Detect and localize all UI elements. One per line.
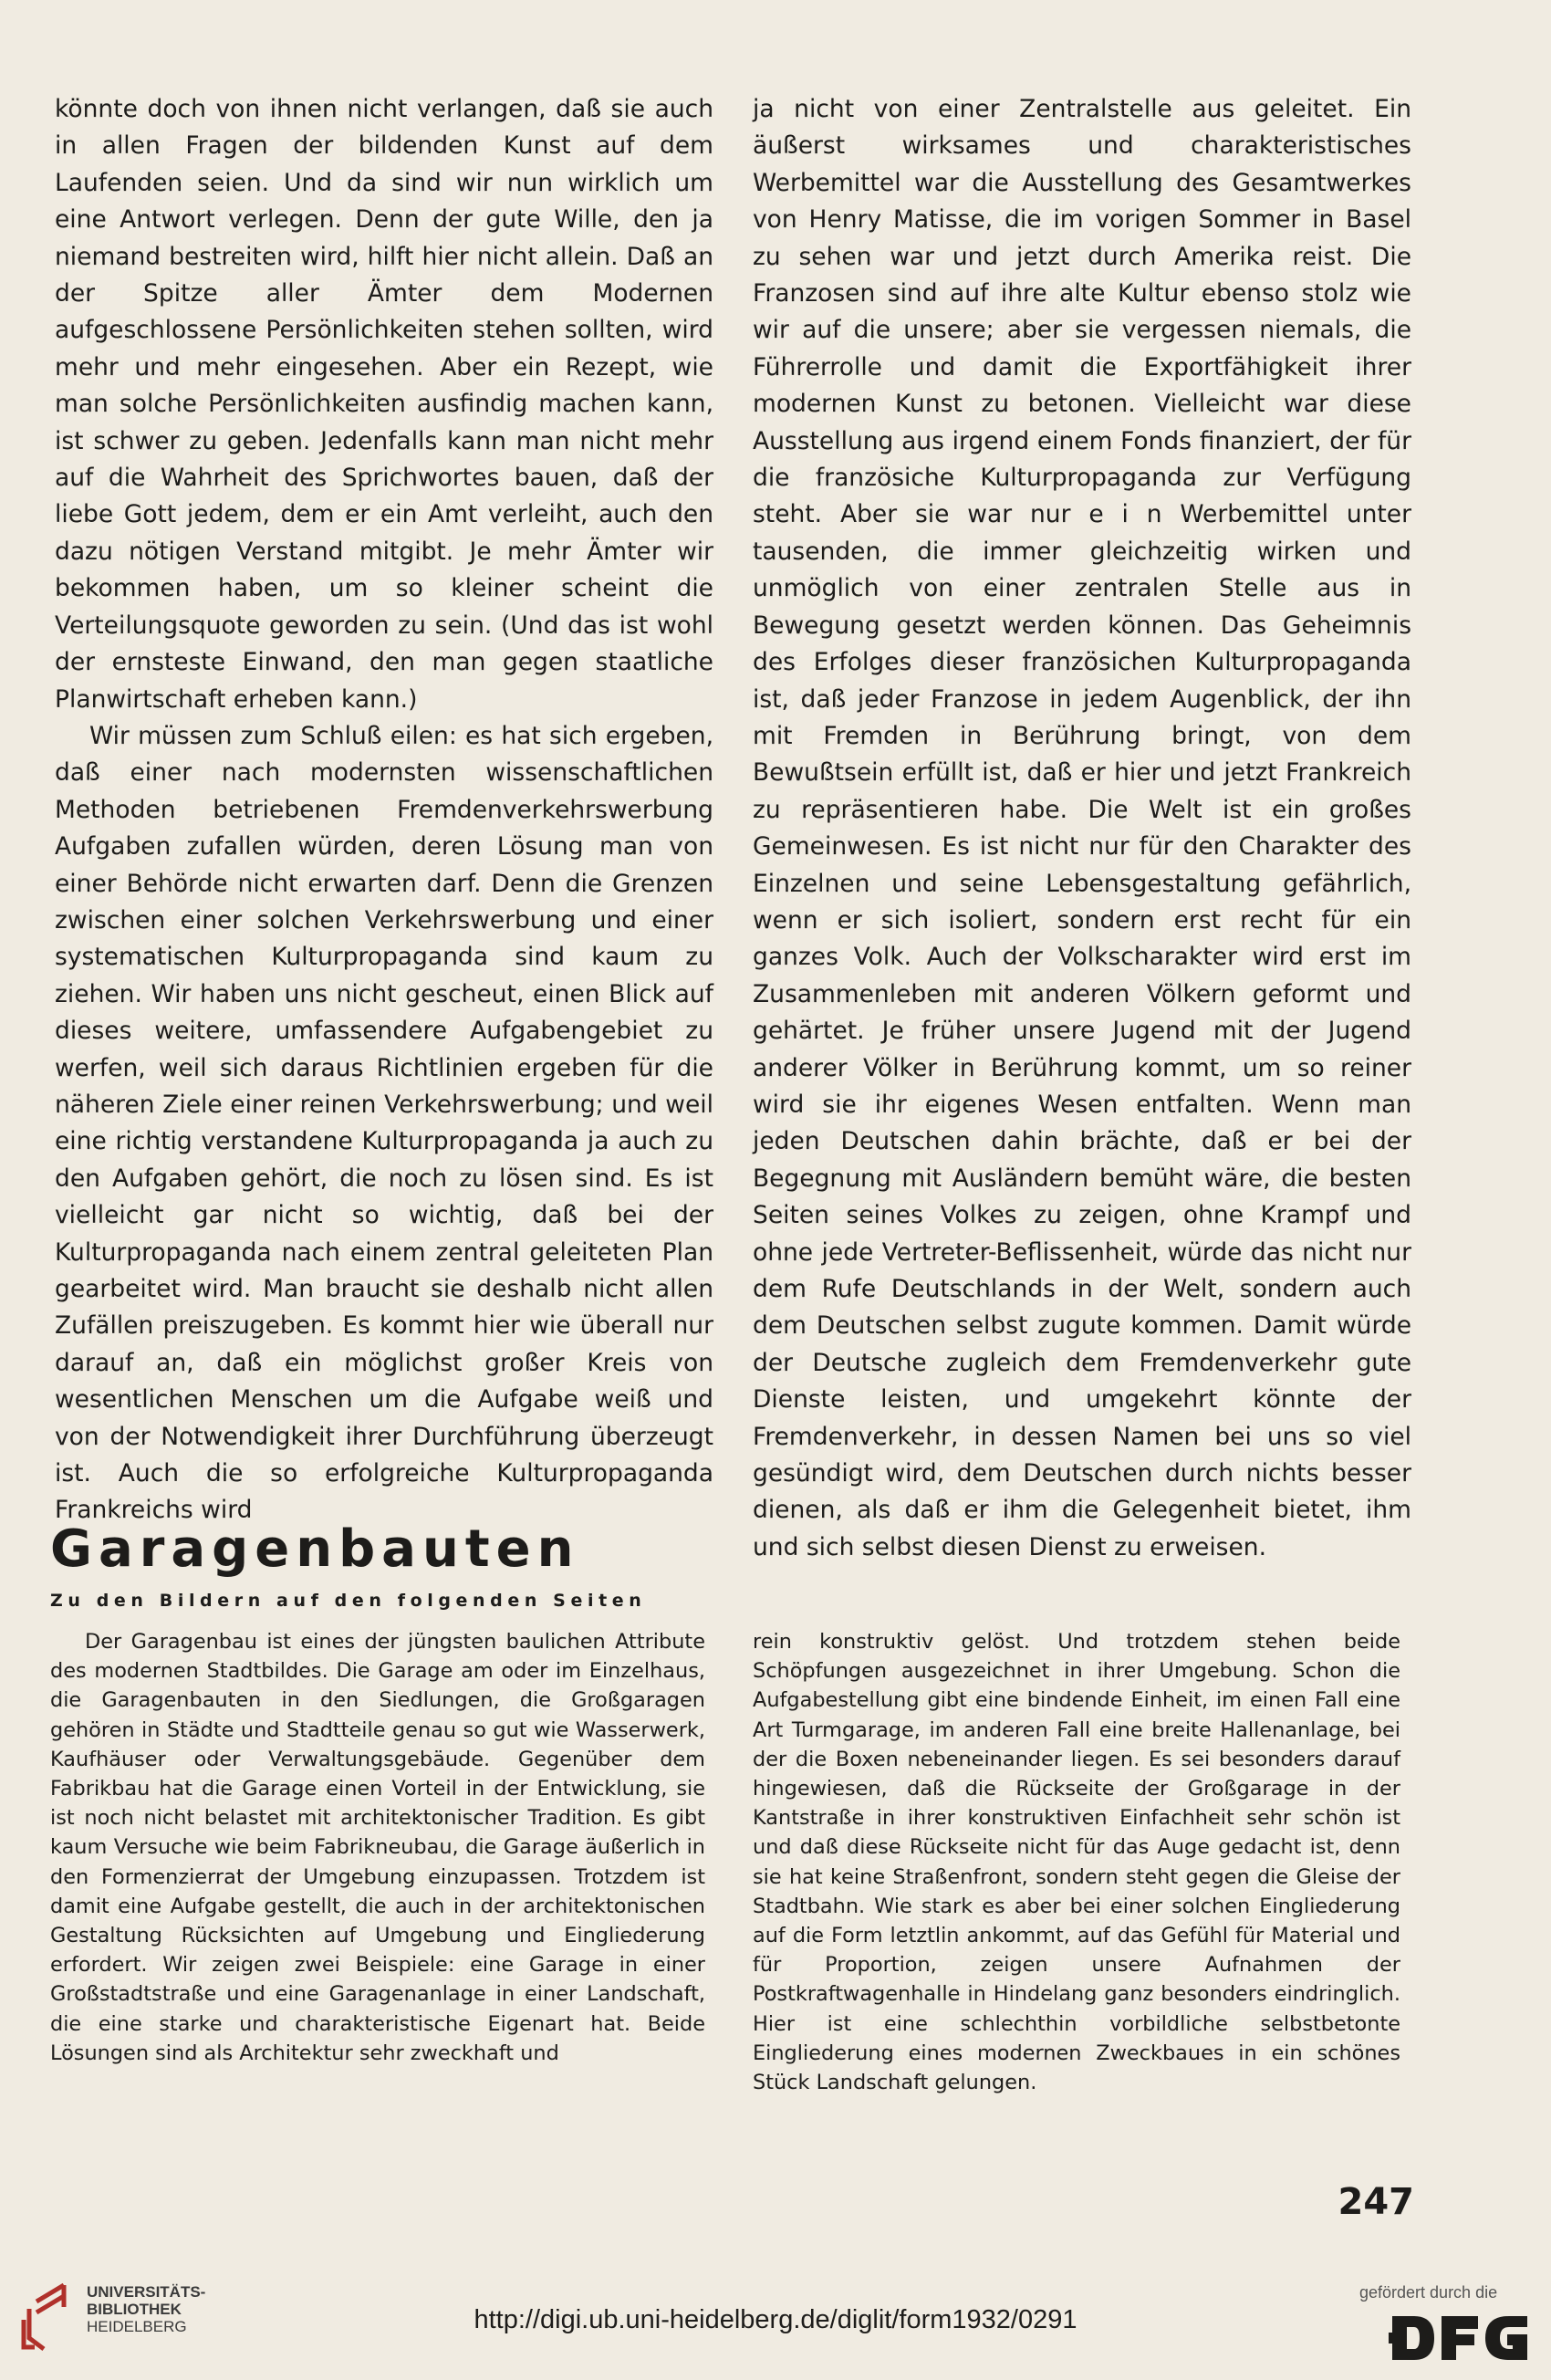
section-subheading: Zu den Bildern auf den folgenden Seiten [50,1591,647,1611]
section-heading: Garagenbauten [50,1519,580,1579]
text-column-upper-left [55,91,713,1529]
digitization-footer [0,2245,1551,2380]
source-url-link[interactable]: http://digi.ub.uni-heidelberg.de/diglit/form1932/0291 [474,2305,1077,2334]
library-name-line: BIBLIOTHEK [87,2301,182,2318]
paragraph: Wir müssen zum Schluß eilen: es hat sich ergeben, daß einer nach modernsten wissenschaftlichen Methoden betriebenen Fremdenverkehrswerbung Aufgaben zufallen würden, deren Lösung man von einer Behörde nicht erwarten darf. Denn die Grenzen zwischen einer solchen Verkehrswerbung und einer systematischen Kulturpropaganda sind kaum zu ziehen. Wir haben uns nicht gescheut, einen Blick auf dieses weitere, umfassendere Aufgabengebiet zu werfen, weil sich daraus Richtlinien ergeben für die näheren Ziele einer reinen Verkehrswerbung; und weil eine richtig verstandene Kulturpropaganda ja auch zu den Aufgaben gehört, die noch zu lösen sind. Es ist vielleicht gar nicht so wichtig, daß bei der Kulturpropaganda nach einem zentral geleiteten Plan gearbeitet wird. Man braucht sie deshalb nicht allen Zufällen preiszugeben. Es kommt hier wie überall nur darauf an, daß ein möglichst großer Kreis von wesentlichen Menschen um die Aufgabe weiß und von der Notwendigkeit ihrer Durchführung überzeugt ist. Auch die so erfolgreiche Kulturpropaganda Frankreichs wird [55,721,713,1525]
dfg-logo-icon[interactable] [1387,2311,1533,2369]
paragraph: könnte doch von ihnen nicht verlangen, daß sie auch in allen Fragen der bildenden Kunst auf dem Laufenden seien. Und da sind wir nun wirklich um eine Antwort verlegen. Denn der gute Wille, den ja niemand bestreiten wird, hilft hier nicht allein. Daß an der Spitze aller Ämter dem Modernen aufgeschlossene Persönlichkeiten stehen sollten, wird mehr und mehr eingesehen. Aber ein Rezept, wie man solche Persönlichkeiten ausfindig machen kann, ist schwer zu geben. Jedenfalls kann man nicht mehr auf die Wahrheit des Sprichwortes bauen, daß der liebe Gott jedem, dem er ein Amt verleiht, auch den dazu nötigen Verstand mitgibt. Je mehr Ämter wir bekommen haben, um so kleiner scheint die Verteilungsquote geworden zu sein. (Und das ist wohl der ernsteste Einwand, den man gegen staatliche Planwirtschaft erheben kann.) [55,95,713,714]
funder-note: gefördert durch die [1359,2283,1498,2302]
text-column-lower-left [50,1627,705,2068]
text-column-lower-right [753,1627,1400,2097]
library-name-line: UNIVERSITÄTS- [87,2283,206,2301]
paragraph: Der Garagenbau ist eines der jüngsten baulichen Attribute des modernen Stadtbildes. Die Garage am oder im Einzelhaus, die Garagenbauten in den Siedlungen, die Großgaragen gehören in Städte und Stadtteile genau so gut wie Wasserwerk, Kaufhäuser oder Verwaltungsgebäude. Gegenüber dem Fabrikbau hat die Garage einen Vorteil in der Entwicklung, sie ist noch nicht belastet mit architektonischer Tradition. Es gibt kaum Versuche wie beim Fabrikneubau, die Garage äußerlich in den Formenzierrat der Umgebung einzupassen. Trotzdem ist damit eine Aufgabe gestellt, die auch in der architektonischen Gestaltung Rücksichten auf Umgebung und Eingliederung erfordert. Wir zeigen zwei Beispiele: eine Garage in einer Großstadtstraße und eine Garagenanlage in einer Landschaft, die eine starke und charakteristische Eigenart hat. Beide Lösungen sind als Architektur sehr zweckhaft und [50,1630,705,2065]
paragraph: ja nicht von einer Zentralstelle aus geleitet. Ein äußerst wirksames und charakteristisches Werbemittel war die Ausstellung des Gesamtwerkes von Henry Matisse, die im vorigen Sommer in Basel zu sehen war und jetzt durch Amerika reist. Die Franzosen sind auf ihre alte Kultur ebenso stolz wie wir auf die unsere; aber sie vergessen niemals, die Führerrolle und damit die Exportfähigkeit ihrer modernen Kunst zu betonen. Vielleicht war diese Ausstellung aus irgend einem Fonds finanziert, der für die französiche Kulturpropaganda zur Verfügung steht. Aber sie war nur e i n Werbemittel unter tausenden, die immer gleichzeitig wirken und unmöglich von einer zentralen Stelle aus in Bewegung gesetzt werden können. Das Geheimnis des Erfolges dieser französichen Kulturpropaganda ist, daß jeder Franzose in jedem Augenblick, der ihn mit Fremden in Berührung bringt, von dem Bewußtsein erfüllt ist, daß er hier und jetzt Frankreich zu repräsentieren habe. Die Welt ist ein großes Gemeinwesen. Es ist nicht nur für den Charakter des Einzelnen und seine Lebensgestaltung gefährlich, wenn er sich isoliert, sondern erst recht für ein ganzes Volk. Auch der Volkscharakter wird erst im Zusammenleben mit anderen Völkern geformt und gehärtet. Je früher unsere Jugend mit der Jugend anderer Völker in Berührung kommt, um so reiner wird sie ihr eigenes Wesen entfalten. Wenn man jeden Deutschen dahin brächte, daß er bei der Begegnung mit Ausländern bemüht wäre, die besten Seiten seines Volkes zu zeigen, ohne Krampf und ohne jede Vertreter-Beflissenheit, würde das nicht nur dem Rufe Deutschlands in der Welt, sondern auch dem Deutschen selbst zugute kommen. Damit würde der Deutsche zugleich dem Fremdenverkehr gute Dienste leisten, und umgekehrt könnte der Fremdenverkehr, in dessen Namen bei uns so viel gesündigt wird, dem Deutschen durch nichts besser dienen, als daß er ihm die Gelegenheit bietet, ihm und sich selbst diesen Dienst zu erweisen. [753,95,1411,1561]
text-column-upper-right [753,91,1411,1566]
paragraph: rein konstruktiv gelöst. Und trotzdem stehen beide Schöpfungen ausgezeichnet in ihrer Umgebung. Schon die Aufgabestellung gibt eine bindende Einheit, im einen Fall eine Art Turmgarage, im anderen Fall eine breite Hallenanlage, bei der die Boxen nebeneinander liegen. Es sei besonders darauf hingewiesen, daß die Rückseite der Großgarage in der Kantstraße in ihrer konstruktiven Einfachheit sehr schön ist und daß diese Rückseite nicht für das Auge gedacht ist, denn sie hat keine Straßenfront, sondern steht gegen die Gleise der Stadtbahn. Wie stark es aber bei einer solchen Eingliederung auf die Form letztlin ankommt, auf das Gefühl für Material und für Proportion, zeigen unsere Aufnahmen der Postkraftwagenhalle in Hindelang ganz besonders eindringlich. Hier ist eine schlechthin vorbildliche selbstbetonte Eingliederung eines modernen Zweckbaues in ein schönes Stück Landschaft gelungen. [753,1630,1400,2095]
library-name-line: HEIDELBERG [87,2318,187,2335]
page-number: 247 [1338,2181,1414,2223]
